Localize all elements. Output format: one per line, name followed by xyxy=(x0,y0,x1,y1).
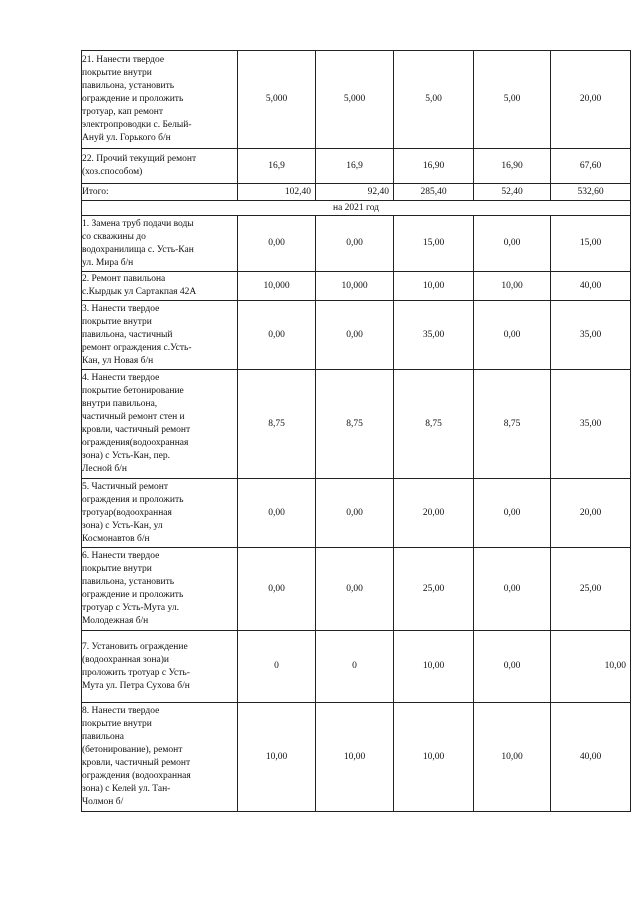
total-label: Итого: xyxy=(82,184,238,201)
section-header-row xyxy=(82,201,631,216)
cell-value: 5,000 xyxy=(238,51,316,149)
total-value: 285,40 xyxy=(394,184,474,201)
cell-value: 10,00 xyxy=(394,272,474,301)
row-description: 22. Прочий текущий ремонт (хоз.способом) xyxy=(82,149,238,184)
cell-value: 10,00 xyxy=(394,631,474,703)
row-description: 8. Нанести твердое покрытие внутри павильона (бетонирование), ремонт кровли, частичный ремонт ограждения (водоохранная зона) с Келей ул. Тан- Чолмон б/ xyxy=(82,703,238,812)
cell-value: 10,000 xyxy=(316,272,394,301)
row-description: 1. Замена труб подачи воды со скважины до водохранилища с. Усть-Кан ул. Мира б/н xyxy=(82,216,238,272)
cell-value: 0,00 xyxy=(316,479,394,548)
cell-value: 15,00 xyxy=(551,216,631,272)
cell-value: 5,000 xyxy=(316,51,394,149)
cell-value: 0,00 xyxy=(316,301,394,370)
cell-value: 10,00 xyxy=(551,631,631,703)
cell-value: 16,9 xyxy=(316,149,394,184)
cell-value: 0,00 xyxy=(474,301,551,370)
row-description: 7. Установить ограждение (водоохранная зона)и проложить тротуар с Усть- Мута ул. Петра Сухова б/н xyxy=(82,631,238,703)
cell-value: 20,00 xyxy=(551,479,631,548)
cell-value: 8,75 xyxy=(316,370,394,479)
total-value: 92,40 xyxy=(316,184,394,201)
table-row xyxy=(82,301,631,370)
budget-table xyxy=(81,50,631,812)
cell-value: 0,00 xyxy=(474,216,551,272)
cell-value: 0,00 xyxy=(238,479,316,548)
cell-value: 0,00 xyxy=(316,216,394,272)
table-row xyxy=(82,216,631,272)
cell-value: 35,00 xyxy=(394,301,474,370)
total-value: 102,40 xyxy=(238,184,316,201)
table-row xyxy=(82,631,631,703)
cell-value: 16,90 xyxy=(474,149,551,184)
cell-value: 0,00 xyxy=(474,479,551,548)
cell-value: 35,00 xyxy=(551,301,631,370)
cell-value: 0,00 xyxy=(474,548,551,631)
row-description: 2. Ремонт павильона с.Кырдык ул Сартакпая 42А xyxy=(82,272,238,301)
total-value: 52,40 xyxy=(474,184,551,201)
cell-value: 0,00 xyxy=(238,548,316,631)
cell-value: 0,00 xyxy=(238,301,316,370)
row-description: 21. Нанести твердое покрытие внутри павильона, установить ограждение и проложить тротуар, кап ремонт электропроводки с. Белый- Ануй ул. Горького б/н xyxy=(82,51,238,149)
total-row xyxy=(82,184,631,201)
cell-value: 15,00 xyxy=(394,216,474,272)
cell-value: 0,00 xyxy=(316,548,394,631)
table-row xyxy=(82,703,631,812)
cell-value: 20,00 xyxy=(551,51,631,149)
cell-value: 67,60 xyxy=(551,149,631,184)
table-row xyxy=(82,149,631,184)
cell-value: 35,00 xyxy=(551,370,631,479)
cell-value: 10,00 xyxy=(474,703,551,812)
cell-value: 10,00 xyxy=(238,703,316,812)
row-description: 3. Нанести твердое покрытие внутри павильона, частичный ремонт ограждения с.Усть- Кан, ул Новая б/н xyxy=(82,301,238,370)
cell-value: 10,00 xyxy=(474,272,551,301)
cell-value: 16,9 xyxy=(238,149,316,184)
cell-value: 5,00 xyxy=(394,51,474,149)
table-row xyxy=(82,370,631,479)
cell-value: 0,00 xyxy=(474,631,551,703)
cell-value: 5,00 xyxy=(474,51,551,149)
cell-value: 20,00 xyxy=(394,479,474,548)
cell-value: 25,00 xyxy=(394,548,474,631)
cell-value: 40,00 xyxy=(551,272,631,301)
table-row xyxy=(82,51,631,149)
row-description: 5. Частичный ремонт ограждения и проложить тротуар(водоохранная зона) с Усть-Кан, ул Космонавтов б/н xyxy=(82,479,238,548)
table-row xyxy=(82,548,631,631)
cell-value: 10,000 xyxy=(238,272,316,301)
total-value: 532,60 xyxy=(551,184,631,201)
section-title: на 2021 год xyxy=(82,201,631,216)
table-row xyxy=(82,479,631,548)
cell-value: 0 xyxy=(316,631,394,703)
cell-value: 0 xyxy=(238,631,316,703)
cell-value: 8,75 xyxy=(394,370,474,479)
row-description: 6. Нанести твердое покрытие внутри павильона, установить ограждение и проложить тротуар с Усть-Мута ул. Молодежная б/н xyxy=(82,548,238,631)
cell-value: 40,00 xyxy=(551,703,631,812)
cell-value: 10,00 xyxy=(394,703,474,812)
cell-value: 0,00 xyxy=(238,216,316,272)
cell-value: 10,00 xyxy=(316,703,394,812)
row-description: 4. Нанести твердое покрытие бетонирование внутри павильона, частичный ремонт стен и кровли, частичный ремонт ограждения(водоохранная зона) с Усть-Кан, пер. Лесной б/н xyxy=(82,370,238,479)
cell-value: 8,75 xyxy=(238,370,316,479)
cell-value: 25,00 xyxy=(551,548,631,631)
cell-value: 8,75 xyxy=(474,370,551,479)
table-row xyxy=(82,272,631,301)
cell-value: 16,90 xyxy=(394,149,474,184)
